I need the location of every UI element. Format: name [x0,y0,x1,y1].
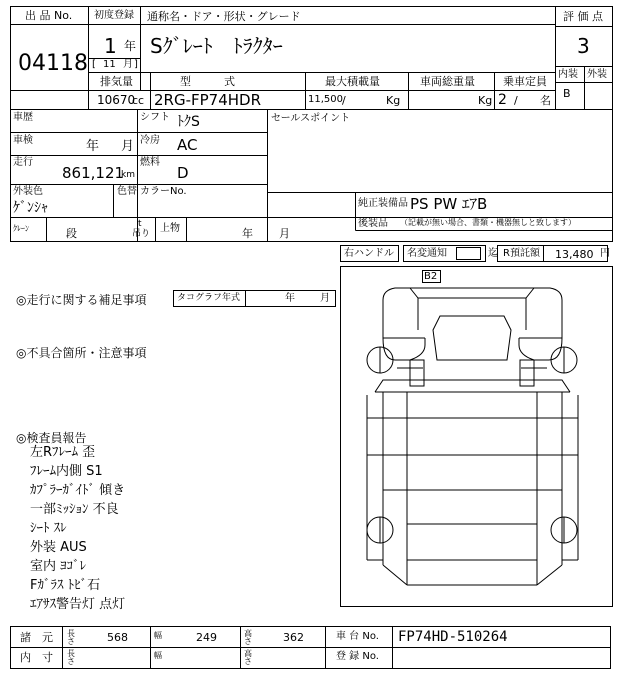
width-label: 幅 [154,631,162,640]
damage-tag-b2: B2 [424,271,438,282]
inner-length-label: 長さ [67,649,75,666]
aftermarket-label: 後装品 [358,218,388,229]
inspection-label: 車検 [13,135,33,146]
report-line: 左Rﾌﾚｰﾑ 歪 [30,445,96,460]
name-change-label: 名変通知 [407,248,447,259]
length-value: 568 [107,631,128,644]
crane-hang: 吊り [132,229,151,239]
max-load-label: 最大積載量 [325,75,380,88]
year-value: 1 [104,34,117,58]
max-load-unit: Kg [386,94,401,107]
r-deposit-label: R預託額 [503,248,540,259]
first-reg-label: 初度登録 [94,10,134,21]
crane-t: t [138,219,142,229]
fuel-value: D [177,164,189,182]
month-value: 11 [103,59,116,70]
report-line: ｴｱｻｽ警告灯 点灯 [30,597,126,612]
month-bracket-close: ] [134,59,138,70]
month-unit: 月 [123,59,133,70]
capacity-value: 2 [498,92,507,108]
truck-diagram [367,288,578,585]
color-value: ｹﾞﾝｼｬ [13,200,48,216]
reg-label: 登 録 No. [336,651,379,662]
tacho-label: タコグラフ年式 [177,293,241,303]
inner-dims-label: 内 寸 [20,651,53,664]
capacity-slash: / [514,94,518,107]
report-line: ﾌﾚｰﾑ内側 S1 [30,464,103,479]
inner-width-label: 幅 [154,651,162,660]
ac-value: AC [177,136,198,154]
shift-label: シフト [140,112,170,123]
r-deposit-unit: 円 [600,248,610,259]
report-line: 外装 AUS [30,540,87,555]
report-line: ｶﾌﾟﾗｰｶﾞｲﾄﾞ 傾き [30,483,126,498]
right-hand-label: 右ハンドル [344,248,394,259]
aftermarket-note: （記載が無い場合、書類・機器無しと致します） [400,218,576,227]
model-label: 型 式 [180,75,235,88]
height-value: 362 [283,631,304,644]
displacement-label: 排気量 [100,75,133,88]
lot-label: 出 品 No. [25,9,73,22]
color-code-label: カラーNo. [140,186,187,197]
report-line: Fｶﾞﾗｽ ﾄﾋﾞ石 [30,578,101,593]
mileage-label: 走行 [13,157,33,168]
report-line: 室内 ﾖｺﾞﾚ [30,559,87,574]
defects-label: ◎不具合箇所・注意事項 [16,346,147,360]
gvw-unit: Kg [478,94,493,107]
month-bracket-open: [ [92,59,96,70]
grade-label: 通称名・ドア・形状・グレード [147,10,301,23]
report-line: ｼｰﾄ ｽﾚ [30,521,67,536]
crane-label: ｸﾚｰﾝ [13,224,29,233]
max-load-value: 11,500 [308,94,343,105]
score-value: 3 [577,34,590,58]
report-line: 一部ﾐｯｼｮﾝ 不良 [30,502,119,517]
model-value: 2RG-FP74HDR [154,91,262,109]
tacho-month: 月 [320,293,330,304]
height-label: 高さ [244,629,252,646]
chassis-label: 車 台 No. [336,631,379,642]
crane-stage: 段 [66,227,77,240]
fuel-label: 燃料 [140,157,160,168]
interior-label: 内装 [558,69,578,80]
dims-label: 諸 元 [20,631,53,644]
color-no-label: 色替 [117,186,137,197]
grade-value: Sｸﾞﾚｰﾄ ﾄﾗｸﾀｰ [150,34,283,58]
loading-label: 上物 [160,223,180,234]
shift-value: ﾄｸS [177,114,200,130]
length-label: 長さ [67,629,75,646]
history-label: 車歴 [13,112,33,123]
lot-number: 04118 [18,51,88,76]
displacement-unit: cc [132,94,145,107]
mileage-unit: km [121,170,135,180]
ac-label: 冷房 [140,135,160,146]
chassis-value: FP74HD-510264 [398,629,508,645]
sales-point-label: セールスポイント [271,113,351,124]
capacity-label: 乗車定員 [503,75,547,88]
interior-score: B [563,87,571,100]
driving-notes-label: ◎走行に関する補足事項 [16,293,147,307]
loading-month: 月 [279,227,290,240]
capacity-unit: 名 [540,94,551,107]
equipment-label: 純正装備品 [358,198,408,209]
r-deposit-value: 13,480 [555,248,594,261]
max-load-slash: / [342,94,346,107]
equipment-value: PS PW ｴｱB [410,195,488,213]
score-label: 評 価 点 [563,10,603,23]
inspection-year: 年 [86,139,100,154]
loading-year: 年 [242,227,253,240]
year-unit: 年 [124,39,137,53]
gvw-label: 車両総重量 [420,75,475,88]
color-label: 外装色 [13,186,43,197]
displacement-value: 10670 [97,93,136,107]
inner-height-label: 高さ [244,649,252,666]
inspector-report-label: ◎検査員報告 [16,431,87,445]
tacho-year: 年 [285,293,295,304]
until-mark: 迄 [488,248,498,259]
width-value: 249 [196,631,217,644]
mileage-value: 861,121 [62,164,125,182]
exterior-label: 外装 [587,69,607,80]
inspection-month: 月 [121,139,135,154]
